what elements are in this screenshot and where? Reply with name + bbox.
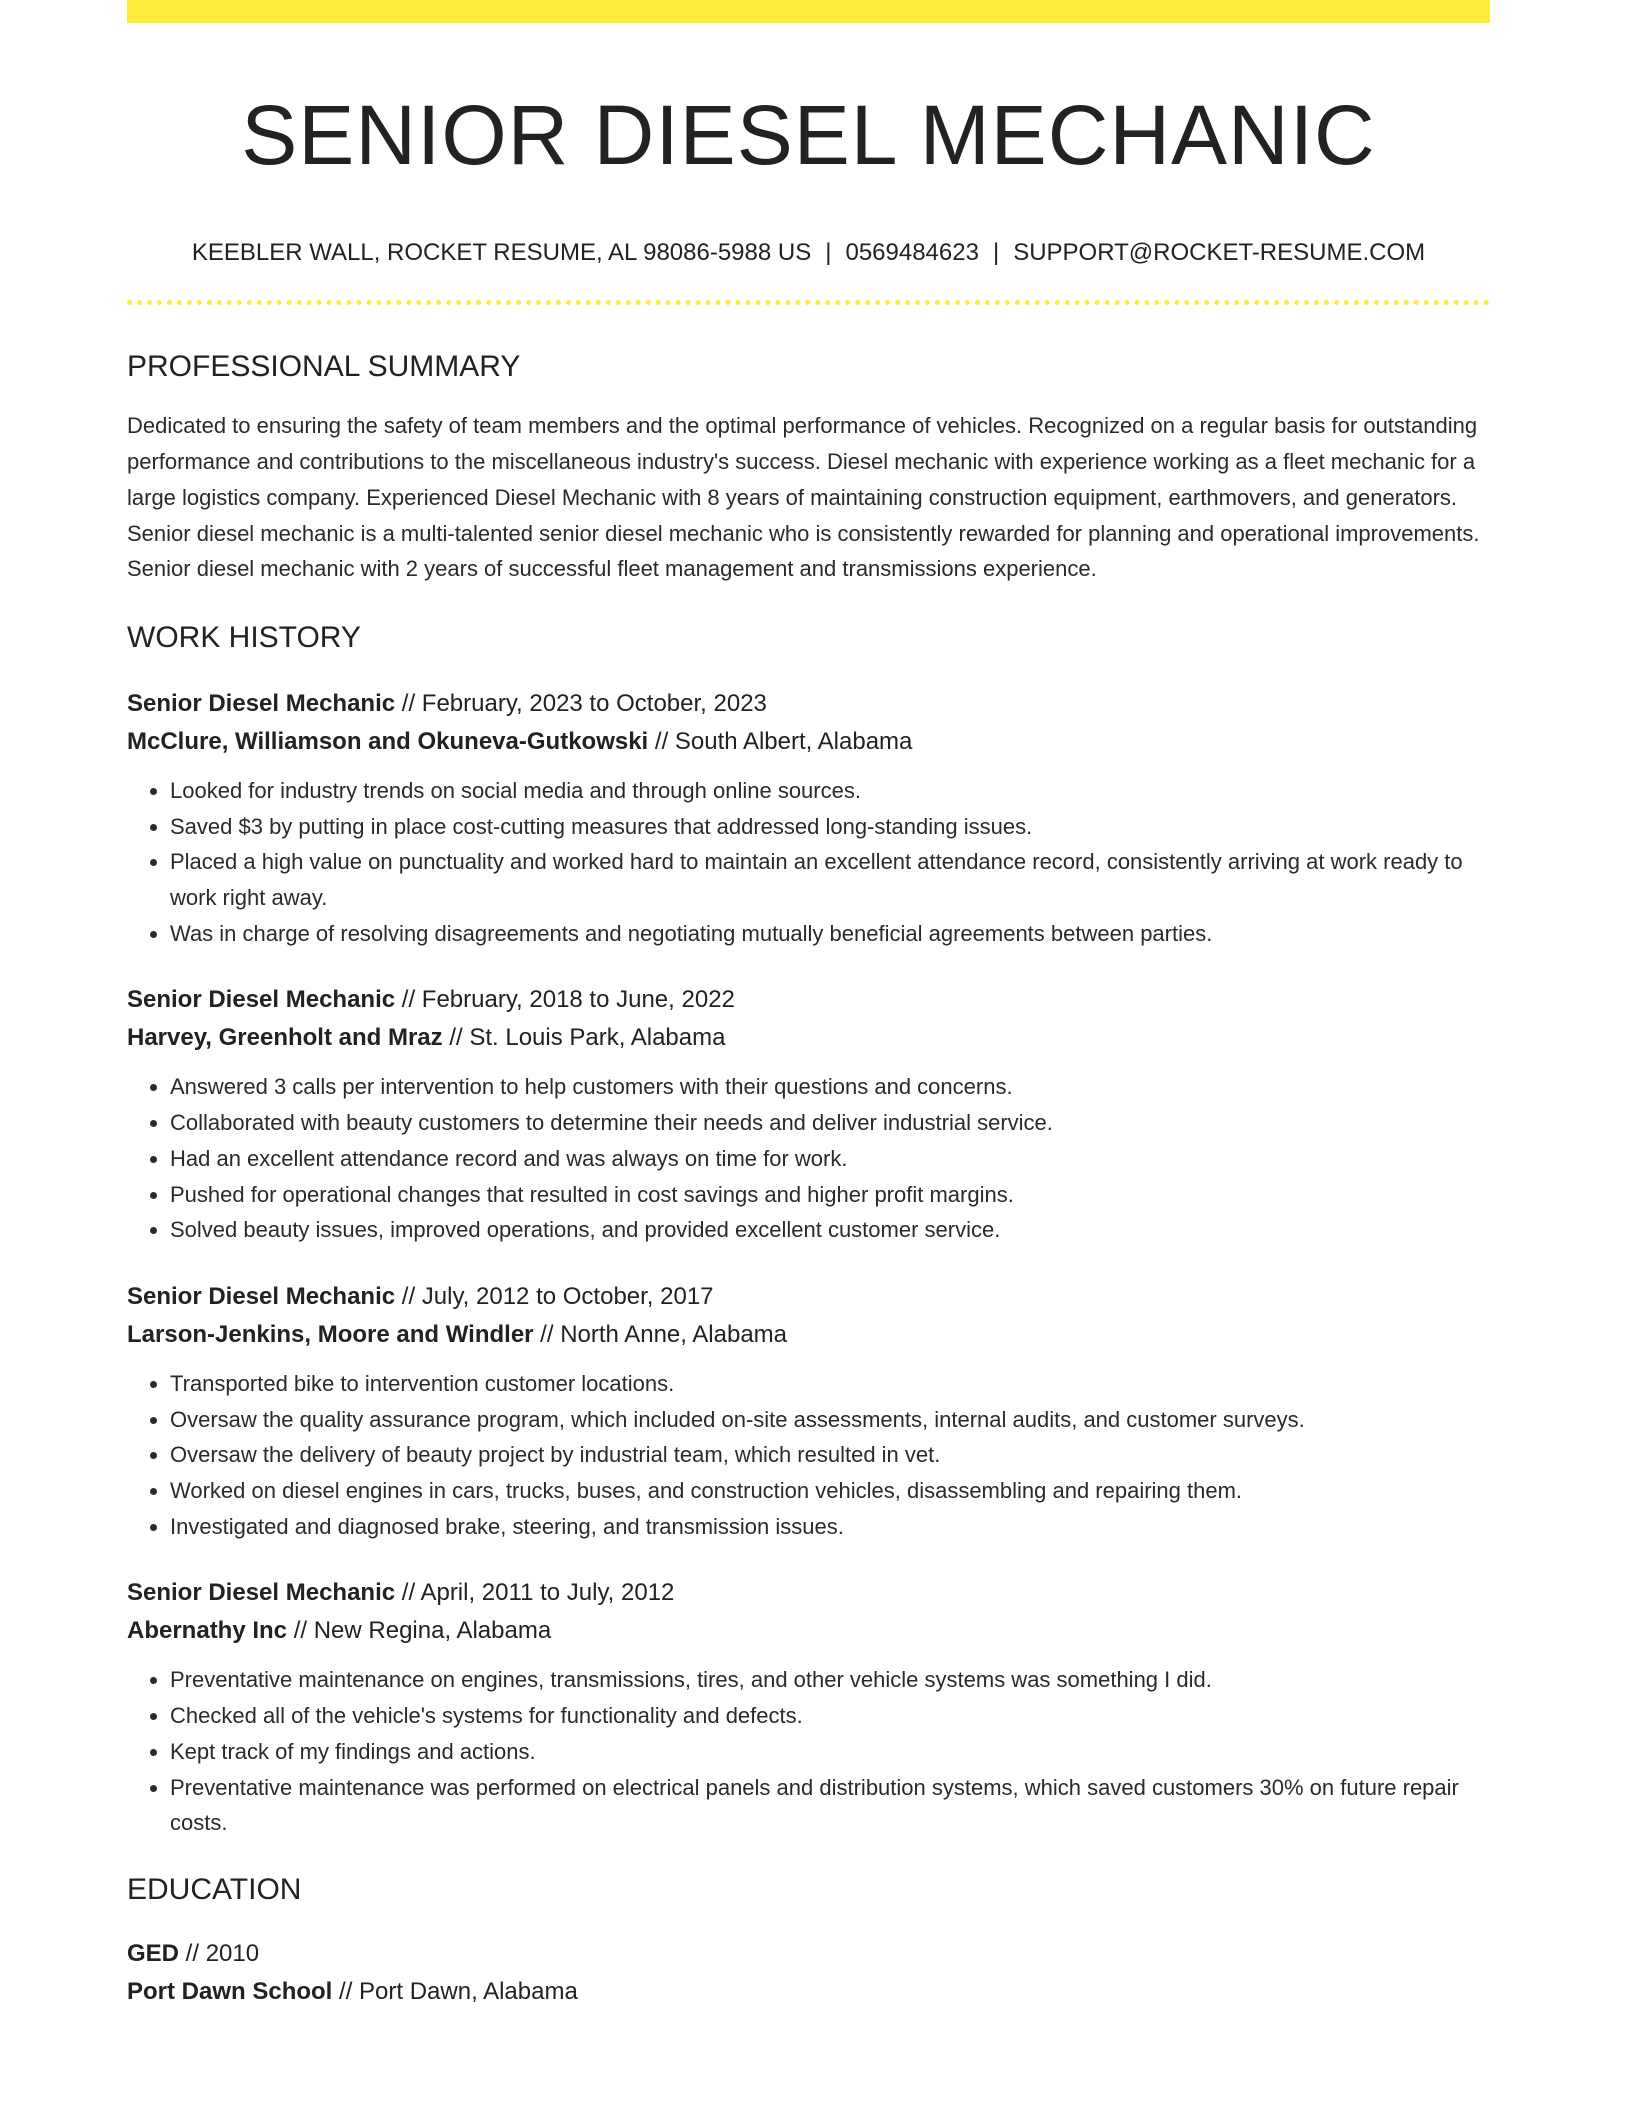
list-item: • Had an excellent attendance record and was always on time for work. (170, 1141, 1490, 1177)
job-entry (127, 1278, 1490, 1545)
education-degree-line (127, 1935, 1490, 1973)
job-dates: // July, 2012 to October, 2017 (395, 1282, 714, 1310)
job-dates: // April, 2011 to July, 2012 (395, 1579, 675, 1607)
job-role-line (127, 981, 1490, 1019)
job-company-line (127, 1316, 1490, 1354)
resume-page (127, 0, 1490, 2011)
job-company-line (127, 1019, 1490, 1057)
education-location: // Port Dawn, Alabama (332, 1977, 578, 2005)
top-accent-bar (127, 0, 1490, 23)
job-role-line (127, 1278, 1490, 1316)
contact-separator: | (992, 239, 1000, 267)
summary-heading: PROFESSIONAL SUMMARY (127, 350, 521, 384)
job-dates: // February, 2018 to June, 2022 (395, 986, 735, 1014)
contact-separator: | (825, 239, 832, 267)
job-location: // South Albert, Alabama (648, 727, 913, 755)
job-entry (127, 981, 1490, 1248)
education-year: // 2010 (179, 1939, 260, 1967)
contact-line (127, 241, 1490, 265)
education-entry (127, 1935, 1490, 2011)
list-item: • Preventative maintenance was performed on electrical panels and distribution systems, which saved customers 30% on future repair costs. (170, 1770, 1490, 1841)
job-role: Senior Diesel Mechanic (127, 1282, 396, 1310)
list-item: • Kept track of my findings and actions. (170, 1734, 1490, 1770)
list-item: • Collaborated with beauty customers to determine their needs and deliver industrial service. (170, 1105, 1490, 1141)
job-bullets (127, 1366, 1490, 1545)
list-item: • Pushed for operational changes that resulted in cost savings and higher profit margins. (170, 1177, 1490, 1213)
list-item: • Oversaw the quality assurance program, which included on-site assessments, internal audits, and customer surveys. (170, 1402, 1490, 1438)
job-role: Senior Diesel Mechanic (127, 689, 396, 717)
job-entry (127, 1574, 1490, 1841)
job-company-line (127, 723, 1490, 761)
job-bullets (127, 773, 1490, 952)
contact-phone: 0569484623 (845, 239, 979, 267)
job-role-line (127, 685, 1490, 723)
education-degree: GED (127, 1939, 180, 1967)
job-bullets (127, 1069, 1490, 1248)
job-role: Senior Diesel Mechanic (127, 986, 396, 1014)
job-company-line (127, 1612, 1490, 1650)
dotted-divider (127, 300, 1490, 305)
education-school-line (127, 1973, 1490, 2011)
list-item: • Worked on diesel engines in cars, trucks, buses, and construction vehicles, disassembling and repairing them. (170, 1473, 1490, 1509)
list-item: • Checked all of the vehicle's systems for functionality and defects. (170, 1698, 1490, 1734)
list-item: • Answered 3 calls per intervention to help customers with their questions and concerns. (170, 1069, 1490, 1105)
job-bullets (127, 1662, 1490, 1841)
contact-email: SUPPORT@ROCKET-RESUME.COM (1013, 239, 1426, 267)
job-role-line (127, 1574, 1490, 1612)
job-company: Harvey, Greenholt and Mraz (127, 1024, 443, 1052)
list-item: • Placed a high value on punctuality and worked hard to maintain an excellent attendance record, consistently arriving at work ready to work right away. (170, 844, 1490, 915)
candidate-title: SENIOR DIESEL MECHANIC (241, 88, 1376, 182)
job-location: // New Regina, Alabama (287, 1617, 552, 1645)
work-history-heading: WORK HISTORY (127, 620, 361, 654)
job-role: Senior Diesel Mechanic (127, 1579, 396, 1607)
job-entry (127, 685, 1490, 952)
list-item: • Oversaw the delivery of beauty project by industrial team, which resulted in vet. (170, 1437, 1490, 1473)
job-dates: // February, 2023 to October, 2023 (395, 689, 767, 717)
job-company: Abernathy Inc (127, 1617, 288, 1645)
list-item: • Preventative maintenance on engines, transmissions, tires, and other vehicle systems was something I did. (170, 1662, 1490, 1698)
job-company: McClure, Williamson and Okuneva-Gutkowski (127, 727, 649, 755)
list-item: • Was in charge of resolving disagreements and negotiating mutually beneficial agreements between parties. (170, 916, 1490, 952)
education-school: Port Dawn School (127, 1977, 333, 2005)
list-item: • Looked for industry trends on social media and through online sources. (170, 773, 1490, 809)
list-item: • Transported bike to intervention customer locations. (170, 1366, 1490, 1402)
contact-address: KEEBLER WALL, ROCKET RESUME, AL 98086-5988 US (191, 239, 812, 267)
education-heading: EDUCATION (127, 1872, 302, 1906)
list-item: • Solved beauty issues, improved operations, and provided excellent customer service. (170, 1212, 1490, 1248)
summary-text: Dedicated to ensuring the safety of team members and the optimal performance of vehicles. Recognized on a regular basis for outstanding performance and contributions to the miscellaneous industry's success. Diesel mechanic with experience working as a fleet mechanic for a large logistics company. Experienced Diesel Mechanic with 8 years of maintaining construction equipment, earthmovers, and generators. Senior diesel mechanic is a multi-talented senior diesel mechanic who is consistently rewarded for planning and operational improvements. Senior diesel mechanic with 2 years of successful fleet management and transmissions experience. (127, 413, 1480, 582)
job-location: // North Anne, Alabama (533, 1320, 788, 1348)
list-item: • Investigated and diagnosed brake, steering, and transmission issues. (170, 1509, 1490, 1545)
job-location: // St. Louis Park, Alabama (442, 1024, 726, 1052)
job-company: Larson-Jenkins, Moore and Windler (127, 1320, 534, 1348)
list-item: • Saved $3 by putting in place cost-cutting measures that addressed long-standing issues. (170, 809, 1490, 845)
